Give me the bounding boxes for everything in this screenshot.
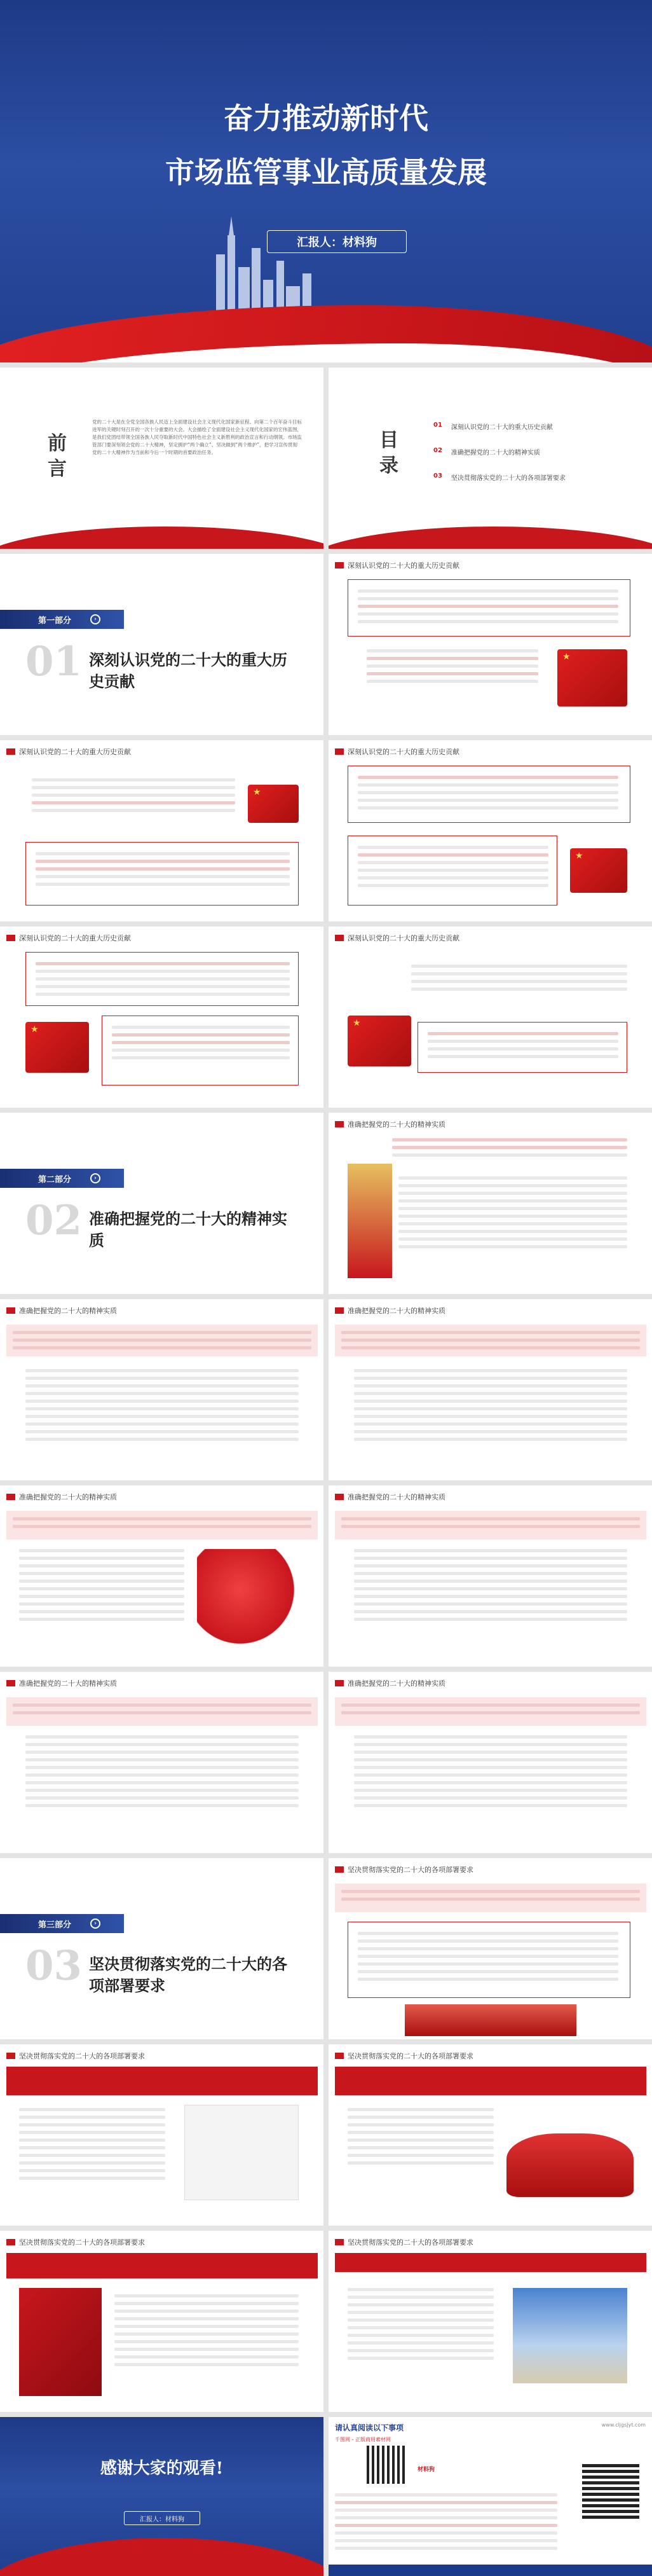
paragraph-lines (32, 778, 235, 816)
paragraph-lines (348, 2288, 494, 2364)
toc-item[interactable] (433, 447, 540, 457)
toc-label: 深刻认识党的二十大的重大历史贡献 (451, 424, 553, 431)
slide-header (6, 1678, 117, 1688)
toc-slide (329, 368, 652, 549)
red-swoosh (0, 2538, 323, 2576)
section-part: 第二部分 (38, 1174, 72, 1185)
slide-header (335, 933, 459, 943)
cover-reporter: 汇报人：材料狗 (267, 230, 407, 253)
red-band (335, 2067, 646, 2095)
section-slide-1 (0, 554, 323, 735)
red-band (6, 2253, 318, 2278)
header-text: 坚决贯彻落实党的二十大的各项部署要求 (348, 2238, 473, 2247)
party-flag-image (25, 1022, 89, 1073)
party-flag-image (248, 785, 299, 823)
flag-icon (335, 1121, 344, 1127)
paragraph-lines (354, 1735, 627, 1812)
content-slide (0, 2044, 323, 2226)
flag-icon (335, 935, 344, 941)
content-slide (329, 740, 652, 921)
header-text: 准确把握党的二十大的精神实质 (348, 1120, 445, 1129)
flag-icon (335, 2239, 344, 2245)
content-slide (329, 1858, 652, 2039)
party-flag-image (348, 1016, 411, 1066)
header-text: 坚决贯彻落实党的二十大的各项部署要求 (348, 1866, 473, 1874)
flag-icon (335, 2053, 344, 2059)
cover-subtitle: 市场监管事业高质量发展 (165, 155, 487, 189)
flag-icon (335, 562, 344, 568)
red-band (6, 2067, 318, 2095)
section-title: 准确把握党的二十大的精神实质 (89, 1209, 287, 1250)
brand-label: 材料狗 (418, 2467, 435, 2473)
corner-swoosh (0, 527, 323, 549)
header-text: 准确把握党的二十大的精神实质 (348, 1493, 445, 1501)
slide-header (335, 2237, 473, 2247)
slide-header (335, 1864, 473, 1875)
preface-text: 党的二十大是在全党全国各族人民迈上全面建设社会主义现代化国家新征程、向第二个百年奋斗目标进军的关键时刻召开的一次十分重要的大会。大会描绘了全面建设社会主义现代化国家的宏伟蓝图，是我们党团结带领全国各族人民夺取新时代中国特色社会主义新胜利的政治宣言和行动纲领。市场监管部门要深刻领会党的二十大精神，坚定拥护“两个确立”、坚决做到“两个维护”，把学习宣传贯彻党的二十大精神作为当前和今后一个时期的首要政治任务。 (92, 419, 302, 455)
content-slide (329, 1299, 652, 1480)
great-hall-image (513, 2288, 627, 2383)
section-number: 01 (25, 638, 83, 685)
footer-band (329, 2565, 652, 2576)
header-text: 坚决贯彻落实党的二十大的各项部署要求 (348, 2052, 473, 2060)
highlight-block (6, 1511, 318, 1539)
flag-icon (335, 1307, 344, 1314)
slide-header (6, 1305, 117, 1316)
content-slide (329, 1113, 652, 1294)
content-slide (329, 2044, 652, 2226)
flag-icon (6, 1307, 15, 1314)
highlight-block (6, 1697, 318, 1726)
cover-title: 奋力推动新时代 (224, 101, 428, 135)
preface-slide (0, 368, 323, 549)
flag-icon (6, 1680, 15, 1686)
header-text: 坚决贯彻落实党的二十大的各项部署要求 (19, 2052, 145, 2060)
flag-ribbon-image (197, 1549, 305, 1651)
paragraph-lines (19, 2108, 165, 2184)
section-part: 第一部分 (38, 616, 72, 626)
slide-header (335, 1119, 445, 1129)
corner-swoosh (329, 527, 652, 549)
qr-code[interactable] (582, 2462, 639, 2519)
toc-label: 准确把握党的二十大的精神实质 (451, 450, 540, 457)
content-box (348, 1922, 630, 1998)
flag-icon (335, 1494, 344, 1500)
flag-icon (335, 1866, 344, 1873)
content-slide (329, 926, 652, 1108)
content-box (348, 766, 630, 823)
book-image (184, 2105, 299, 2200)
content-slide (0, 740, 323, 921)
paragraph-lines (114, 2294, 299, 2371)
paragraph-lines (354, 1369, 627, 1445)
header-text: 准确把握党的二十大的精神实质 (348, 1679, 445, 1688)
section-bar (0, 610, 124, 629)
section-part: 第三部分 (38, 1920, 72, 1930)
paragraph-lines (348, 2108, 494, 2169)
header-text: 深刻认识党的二十大的重大历史贡献 (19, 934, 131, 942)
content-slide (329, 2231, 652, 2412)
monument-image (348, 1164, 392, 1278)
book-image (19, 2288, 102, 2396)
flag-icon (335, 1680, 344, 1686)
slide-header (335, 1492, 445, 1502)
arrow-icon: › (90, 614, 100, 624)
highlight-block (335, 1697, 646, 1726)
content-slide (0, 1485, 323, 1667)
highlight-block (335, 1325, 646, 1356)
header-text: 坚决贯彻落实党的二十大的各项部署要求 (19, 2238, 145, 2247)
slide-header (6, 933, 131, 943)
flag-icon (6, 748, 15, 755)
flag-icon (335, 748, 344, 755)
section-title: 坚决贯彻落实党的二十大的各项部署要求 (89, 1955, 287, 1995)
header-text: 深刻认识党的二十大的重大历史贡献 (348, 934, 459, 942)
building-image (405, 2004, 576, 2036)
toc-num: 02 (433, 447, 442, 454)
highlight-block (335, 1884, 646, 1912)
content-slide (329, 1672, 652, 1853)
content-box (348, 836, 557, 906)
flag-icon (6, 2239, 15, 2245)
highlight-block (6, 1325, 318, 1356)
red-band (335, 2253, 646, 2272)
notice-title: 请认真阅读以下事项 (335, 2423, 404, 2432)
preface-title: 前言 (48, 432, 67, 480)
paragraph-lines (354, 1549, 627, 1625)
section-number: 03 (25, 1942, 83, 1990)
flag-icon (6, 935, 15, 941)
header-text: 准确把握党的二十大的精神实质 (348, 1307, 445, 1315)
highlight-block (335, 1511, 646, 1539)
header-text: 深刻认识党的二十大的重大历史贡献 (19, 748, 131, 756)
section-bar (0, 1914, 124, 1933)
paragraph-lines (25, 1735, 299, 1812)
thanks-slide (0, 2417, 323, 2576)
content-box (348, 579, 630, 637)
paragraph-lines (25, 1369, 299, 1445)
paragraph-lines (411, 965, 627, 995)
section-slide-2 (0, 1113, 323, 1294)
slide-header (6, 1492, 117, 1502)
content-box (25, 952, 299, 1006)
content-slide (0, 1672, 323, 1853)
slide-header (6, 747, 131, 757)
slide-header (335, 1678, 445, 1688)
paragraph-lines (398, 1176, 627, 1253)
notice-slide (329, 2417, 652, 2576)
content-slide (0, 926, 323, 1108)
section-slide-3 (0, 1858, 323, 2039)
thanks-title: 感谢大家的观看! (100, 2459, 224, 2478)
toc-num: 01 (433, 422, 442, 429)
qr-code[interactable] (367, 2446, 405, 2484)
arrow-icon: › (90, 1173, 100, 1183)
header-text: 深刻认识党的二十大的重大历史贡献 (348, 748, 459, 756)
cover-slide (0, 0, 652, 362)
content-slide (329, 554, 652, 735)
party-flag-image (557, 649, 627, 706)
notice-site[interactable]: www.cljgsjyt.com (601, 2422, 646, 2428)
section-bar (0, 1169, 124, 1188)
slide-header (335, 2051, 473, 2061)
header-text: 深刻认识党的二十大的重大历史贡献 (348, 561, 459, 570)
paragraph-lines (367, 649, 538, 687)
ship-image (506, 2133, 634, 2197)
slide-header (6, 2237, 145, 2247)
thanks-reporter: 汇报人：材料狗 (124, 2511, 200, 2525)
slide-header (335, 747, 459, 757)
content-box (418, 1022, 627, 1073)
flag-icon (6, 1494, 15, 1500)
header-text: 准确把握党的二十大的精神实质 (19, 1679, 117, 1688)
header-text: 准确把握党的二十大的精神实质 (19, 1307, 117, 1315)
toc-title: 目录 (379, 429, 398, 477)
toc-num: 03 (433, 472, 442, 479)
section-title: 深刻认识党的二十大的重大历史贡献 (89, 651, 287, 691)
header-text: 准确把握党的二十大的精神实质 (19, 1493, 117, 1501)
section-number: 02 (25, 1197, 83, 1244)
arrow-icon: › (90, 1918, 100, 1929)
toc-item[interactable] (433, 422, 553, 431)
content-slide (0, 1299, 323, 1480)
content-slide (329, 1485, 652, 1667)
slide-header (335, 560, 459, 570)
paragraph-lines (19, 1549, 184, 1625)
content-slide (0, 2231, 323, 2412)
paragraph-lines (392, 1138, 627, 1161)
party-flag-image (570, 848, 627, 893)
toc-item[interactable] (433, 472, 566, 482)
toc-label: 坚决贯彻落实党的二十大的各项部署要求 (451, 475, 566, 482)
content-box (25, 842, 299, 906)
slide-header (335, 1305, 445, 1316)
content-box (102, 1016, 299, 1085)
notice-lines (335, 2493, 557, 2554)
flag-icon (6, 2053, 15, 2059)
slide-header (6, 2051, 145, 2061)
notice-subtitle: 千图网 - 正版商用素材网 (335, 2437, 391, 2442)
